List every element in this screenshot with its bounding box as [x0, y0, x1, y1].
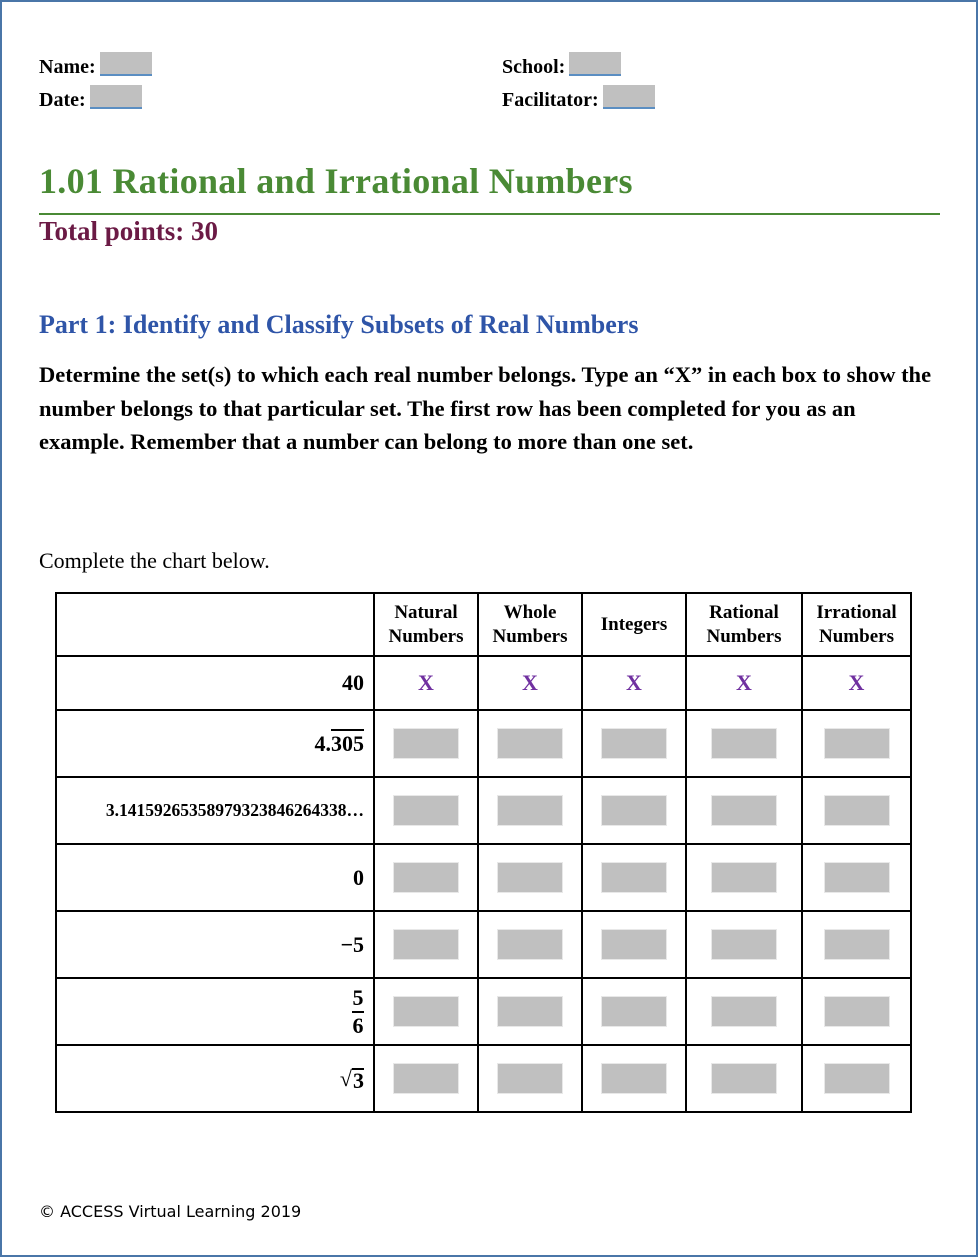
answer-box[interactable]	[711, 929, 777, 960]
answer-box[interactable]	[711, 728, 777, 759]
name-input[interactable]	[100, 52, 152, 76]
answer-box[interactable]	[824, 862, 890, 893]
facilitator-field	[502, 85, 655, 112]
answer-box[interactable]	[393, 996, 459, 1027]
date-input[interactable]	[90, 85, 142, 109]
answer-box[interactable]	[824, 996, 890, 1027]
total-points: Total points: 30	[39, 216, 219, 246]
repeating-digits: 305	[331, 730, 364, 756]
answer-box[interactable]	[824, 728, 890, 759]
answer-box[interactable]	[601, 1063, 667, 1094]
answer-box[interactable]	[497, 795, 563, 826]
answer-box[interactable]	[824, 795, 890, 826]
header-integers: Integers	[582, 593, 686, 656]
title-divider	[39, 213, 940, 215]
answer-box[interactable]	[497, 929, 563, 960]
example-mark: X	[478, 656, 582, 710]
row-number: 3.14159265358979323846264338…	[56, 777, 374, 844]
facilitator-input[interactable]	[603, 85, 655, 109]
denominator: 6	[352, 1012, 364, 1038]
answer-box[interactable]	[711, 1063, 777, 1094]
header-natural: Natural Numbers	[374, 593, 478, 656]
radical-sign: √	[339, 1065, 352, 1091]
row-number: 4.305	[56, 710, 374, 777]
answer-box[interactable]	[393, 1063, 459, 1094]
name-label: Name:	[39, 56, 96, 78]
answer-box[interactable]	[497, 996, 563, 1027]
table-row	[56, 1045, 911, 1112]
example-mark: X	[582, 656, 686, 710]
copyright-footer: © ACCESS Virtual Learning 2019	[39, 1202, 302, 1221]
header-rational: Rational Numbers	[686, 593, 802, 656]
table-row	[56, 911, 911, 978]
school-input[interactable]	[569, 52, 621, 76]
answer-box[interactable]	[393, 795, 459, 826]
answer-box[interactable]	[601, 929, 667, 960]
answer-box[interactable]	[711, 862, 777, 893]
school-label: School:	[502, 56, 566, 78]
answer-box[interactable]	[601, 728, 667, 759]
row-number: 40	[56, 656, 374, 710]
row-number	[56, 978, 374, 1045]
page-title: 1.01 Rational and Irrational Numbers	[39, 161, 633, 201]
answer-box[interactable]	[601, 996, 667, 1027]
classification-table	[55, 592, 912, 1113]
table-header-row	[56, 593, 911, 656]
table-row	[56, 777, 911, 844]
answer-box[interactable]	[393, 728, 459, 759]
square-root	[340, 1066, 364, 1092]
date-field	[39, 85, 142, 112]
numerator: 5	[352, 984, 364, 1010]
table-row-example	[56, 656, 911, 710]
answer-box[interactable]	[711, 795, 777, 826]
header-whole: Whole Numbers	[478, 593, 582, 656]
row-number: −5	[56, 911, 374, 978]
answer-box[interactable]	[393, 929, 459, 960]
header-irrational: Irrational Numbers	[802, 593, 911, 656]
answer-box[interactable]	[393, 862, 459, 893]
table-row	[56, 978, 911, 1045]
answer-box[interactable]	[824, 1063, 890, 1094]
table-row	[56, 844, 911, 911]
answer-box[interactable]	[824, 929, 890, 960]
chart-prompt: Complete the chart below.	[39, 548, 270, 573]
facilitator-label: Facilitator:	[502, 89, 599, 111]
row-number: 0	[56, 844, 374, 911]
part1-heading: Part 1: Identify and Classify Subsets of Real Numbers	[39, 310, 639, 339]
example-mark: X	[802, 656, 911, 710]
date-label: Date:	[39, 89, 86, 111]
fraction	[352, 986, 364, 1038]
answer-box[interactable]	[711, 996, 777, 1027]
radicand: 3	[353, 1067, 364, 1093]
answer-box[interactable]	[497, 862, 563, 893]
answer-box[interactable]	[497, 728, 563, 759]
answer-box[interactable]	[601, 795, 667, 826]
table-row	[56, 710, 911, 777]
name-field	[39, 52, 152, 79]
example-mark: X	[374, 656, 478, 710]
answer-box[interactable]	[497, 1063, 563, 1094]
example-mark: X	[686, 656, 802, 710]
answer-box[interactable]	[601, 862, 667, 893]
part1-instructions: Determine the set(s) to which each real number belongs. Type an “X” in each box to show the number belongs to that particular set. The first row has been completed for you as an example. Remember that a number can belong to more than one set.	[39, 362, 932, 454]
row-number	[56, 1045, 374, 1112]
school-field	[502, 52, 621, 79]
header-blank	[56, 593, 374, 656]
